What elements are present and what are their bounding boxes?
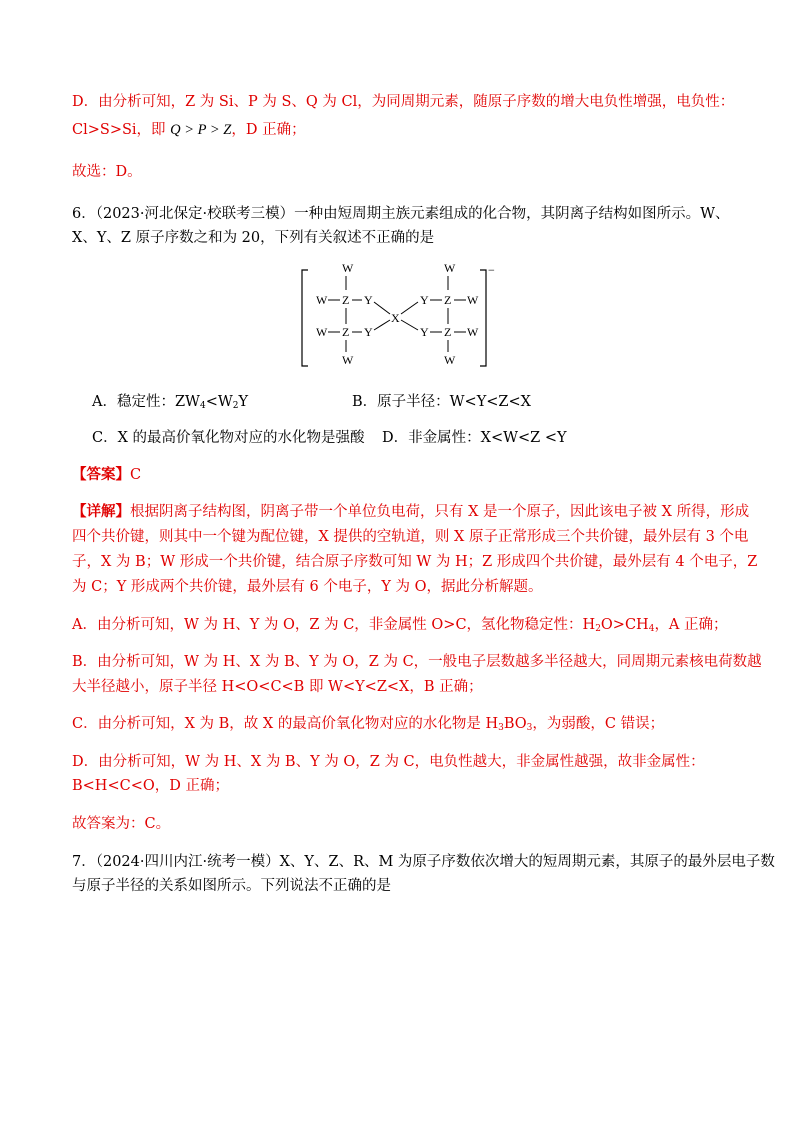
anion-structure-diagram (300, 256, 510, 376)
analysis-a-sub1: 2 (595, 624, 601, 634)
option-a-text2: <W (205, 394, 233, 410)
q6-detail-line1 (72, 502, 749, 522)
analysis-c-text2: BO (503, 716, 527, 732)
prev-option-d-line2-a: Cl>S>Si，即 (72, 122, 171, 138)
option-a-sub1: 4 (199, 401, 206, 411)
prev-option-d-line2 (72, 120, 306, 140)
answer-label: 【答案】 (72, 466, 130, 483)
prev-conclusion: 故选：D。 (72, 164, 142, 180)
atom-w: W (444, 261, 456, 275)
atom-w: W (444, 353, 456, 367)
q6-detail-line4: 为 C；Y 形成两个共价键，最外层有 6 个电子，Y 为 O，据此分析解题。 (72, 579, 543, 595)
q6-option-d: D．非金属性：X<W<Z <Y (382, 430, 567, 446)
q6-analysis-c (72, 714, 664, 738)
q7-stem-line1: 7．（2024·四川内江·统考一模）X、Y、Z、R、M 为原子序数依次增大的短周期元素，其原子的最外层电子数 (72, 854, 775, 870)
atom-w: W (316, 293, 328, 307)
q6-detail-line2: 四个共价键，则其中一个键为配位键，X 提供的空轨道，则 X 原子正常形成三个共价键，最外层有 3 个电 (72, 529, 749, 545)
q6-analysis-a (72, 615, 728, 639)
analysis-c-text3: ，为弱酸，C 错误； (532, 716, 665, 732)
analysis-a-text2: O>CH (600, 617, 649, 633)
atom-w: W (342, 261, 354, 275)
q6-analysis-d-line1: D．由分析可知，W 为 H、X 为 B、Y 为 O，Z 为 C，电负性越大，非金属性越强，故非金属性： (72, 754, 705, 770)
atom-y: Y (364, 325, 373, 339)
analysis-c-text1: C．由分析可知，X 为 B，故 X 的最高价氧化物对应的水化物是 H (72, 716, 499, 732)
atom-y: Y (420, 325, 429, 339)
prev-option-d-line2-b: ，D 正确； (231, 122, 306, 138)
q7-stem-line2: 与原子半径的关系如图所示。下列说法不正确的是 (72, 878, 391, 894)
detail-label: 【详解】 (72, 503, 130, 520)
analysis-a-text3: ，A 正确； (654, 617, 728, 633)
q6-option-b: B．原子半径：W<Y<Z<X (352, 394, 531, 410)
q6-option-a (92, 392, 248, 416)
atom-z: Z (444, 325, 452, 339)
q6-analysis-b-line2: 大半径越小，原子半径 H<O<C<B 即 W<Y<Z<X，B 正确； (72, 679, 483, 695)
atom-x: X (391, 311, 400, 325)
q6-stem-line1: 6．（2023·河北保定·校联考三模）一种由短周期主族元素组成的化合物，其阴离子结构如图所示。W、 (72, 206, 730, 222)
atom-w: W (316, 325, 328, 339)
option-a-label: A．稳定性： (92, 394, 175, 410)
prev-option-d-line1: D．由分析可知，Z 为 Si、P 为 S、Q 为 Cl，为同周期元素，随原子序数的增大电负性增强，电负性： (72, 94, 735, 110)
q6-analysis-d-line2: B<H<C<O，D 正确； (72, 778, 229, 794)
option-a-sub2: 2 (232, 401, 239, 411)
analysis-a-text1: A．由分析可知，W 为 H、Y 为 O，Z 为 C，非金属性 O>C，氢化物稳定性：H (72, 617, 596, 633)
q6-answer (72, 465, 141, 485)
atom-w: W (467, 325, 479, 339)
q6-stem-line2: X、Y、Z 原子序数之和为 20，下列有关叙述不正确的是 (72, 230, 435, 246)
atom-y: Y (420, 293, 429, 307)
analysis-c-sub1: 3 (498, 723, 504, 733)
atom-z: Z (444, 293, 452, 307)
charge-sign: − (488, 263, 495, 277)
analysis-a-sub2: 4 (648, 624, 655, 634)
option-a-text3: Y (238, 394, 249, 410)
atom-y: Y (364, 293, 373, 307)
answer-value: C (130, 467, 142, 483)
atom-z: Z (342, 293, 350, 307)
q6-option-c: C．X 的最高价氧化物对应的水化物是强酸 (92, 430, 365, 446)
prev-option-d-math: Q > P > Z (170, 122, 232, 138)
q6-final-answer: 故答案为：C。 (72, 816, 171, 832)
atom-w: W (467, 293, 479, 307)
atom-z: Z (342, 325, 350, 339)
q6-analysis-b-line1: B．由分析可知，W 为 H、X 为 B、Y 为 O，Z 为 C，一般电子层数越多半径越大，同周期元素核电荷数越 (72, 654, 762, 670)
analysis-c-sub2: 3 (526, 723, 533, 733)
q6-detail-line3: 子，X 为 B；W 形成一个共价键，结合原子序数可知 W 为 H；Z 形成四个共价键，最外层有 4 个电子，Z (72, 554, 758, 570)
detail-text: 根据阴离子结构图，阴离子带一个单位负电荷，只有 X 是一个原子，因此该电子被 X 所得，形成 (130, 504, 750, 520)
atom-w: W (342, 353, 354, 367)
option-a-text: ZW (174, 394, 200, 410)
